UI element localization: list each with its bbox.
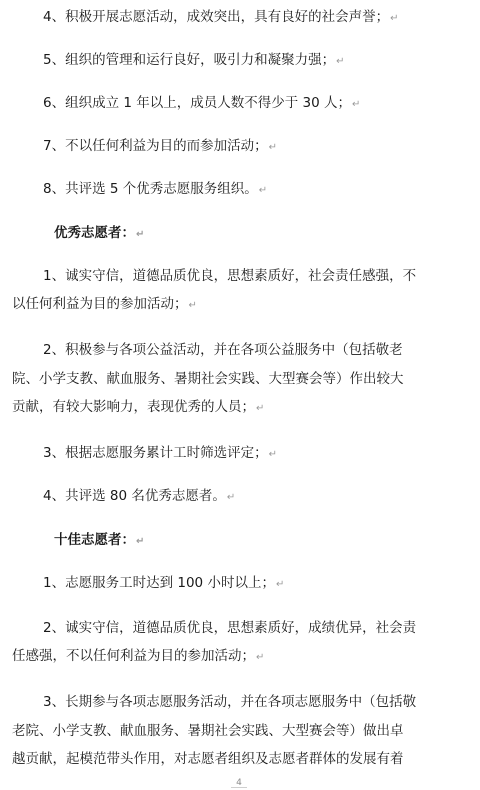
paragraph-mark: ↵ [275,579,285,590]
line-text: 3、长期参与各项志愿服务活动，并在各项志愿服务中（包括敬 [43,694,417,710]
line-text: 5、组织的管理和运行良好，吸引力和凝聚力强； [43,52,336,68]
paragraph-mark: ↵ [258,185,268,196]
section-heading [54,225,480,243]
paragraph-mark: ↵ [226,492,236,503]
paragraph-mark: ↵ [188,300,197,311]
line-text: 1、诚实守信，道德品质优良，思想素质好，社会责任感强，不 [43,268,417,284]
line-text: 7、不以任何利益为目的而参加活动； [43,138,268,154]
line-text: 2、积极参与各项公益活动，并在各项公益服务中（包括敬老 [43,342,403,358]
heading-text: 优秀志愿者： [54,225,135,241]
paragraph-line [43,342,480,360]
line-text: 越贡献，起模范带头作用，对志愿者组织及志愿者群体的发展有着 [12,751,404,767]
paragraph-line [12,751,480,769]
paragraph-line [43,575,480,593]
paragraph-line [43,95,480,113]
heading-text: 十佳志愿者： [54,532,135,548]
line-text: 贡献，有较大影响力，表现优秀的人员； [12,399,255,415]
paragraph-mark: ↵ [390,13,399,24]
paragraph-line [43,694,480,712]
paragraph-line [43,488,480,506]
paragraph-line [12,371,480,389]
paragraph-mark: ↵ [268,142,277,153]
paragraph-mark: ↵ [256,403,265,414]
line-text: 任感强，不以任何利益为目的参加活动； [12,648,255,664]
line-text: 1、志愿服务工时达到 100 小时以上； [43,575,275,591]
paragraph-mark: ↵ [136,536,145,547]
line-text: 6、组织成立 1 年以上，成员人数不得少于 30 人； [43,95,352,111]
paragraph-mark: ↵ [352,99,361,110]
paragraph-line [12,399,480,417]
section-heading [54,532,480,550]
paragraph-line [43,620,480,638]
line-text: 院、小学支教、献血服务、暑期社会实践、大型赛会等）作出较大 [12,371,404,387]
line-text: 3、根据志愿服务累计工时筛选评定； [43,445,268,461]
paragraph-line [43,52,480,70]
paragraph-line [43,445,480,463]
paragraph-line [43,9,480,27]
line-text: 以任何利益为目的参加活动； [12,296,188,312]
paragraph-line [12,723,480,741]
line-text: 老院、小学支教、献血服务、暑期社会实践、大型赛会等）做出卓 [12,723,404,739]
page-number: 4 [228,778,250,790]
line-text: 4、共评选 80 名优秀志愿者。 [43,488,226,504]
line-text: 4、积极开展志愿活动，成效突出，具有良好的社会声誉； [43,9,390,25]
line-text: 2、诚实守信，道德品质优良，思想素质好，成绩优异，社会责 [43,620,417,636]
paragraph-line [12,648,480,666]
paragraph-line [43,181,480,199]
paragraph-mark: ↵ [136,229,145,240]
paragraph-line [43,138,480,156]
paragraph-mark: ↵ [336,56,345,67]
line-text: 8、共评选 5 个优秀志愿服务组织。 [43,181,258,197]
paragraph-mark: ↵ [256,652,265,663]
paragraph-line [43,268,480,286]
paragraph-line [12,296,480,314]
paragraph-mark: ↵ [268,449,277,460]
